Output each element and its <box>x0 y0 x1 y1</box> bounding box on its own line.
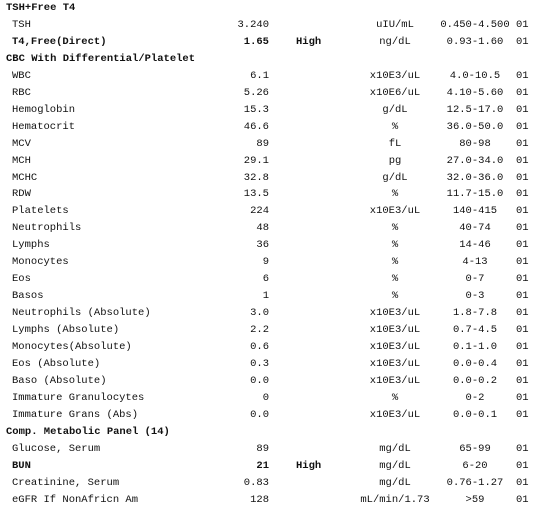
units: mL/min/1.73 <box>360 493 430 506</box>
result-value: 0.6 <box>250 341 269 353</box>
result-value: 0 <box>262 391 269 404</box>
test-name: MCHC <box>12 171 38 184</box>
lab-code: 01 <box>516 307 529 320</box>
lab-code: 01 <box>516 374 529 387</box>
reference-range: 80-98 <box>459 137 491 150</box>
result-row-hematocrit <box>0 119 545 136</box>
units: % <box>391 222 399 235</box>
lab-code: 01 <box>516 171 529 184</box>
reference-range: 6-20 <box>462 459 488 472</box>
result-row-neutrophils <box>0 220 545 237</box>
lab-code: 01 <box>516 493 529 506</box>
reference-range: 0-2 <box>465 391 485 404</box>
result-value: 0.0 <box>250 374 269 387</box>
test-name: MCH <box>12 154 31 167</box>
result-value: 48 <box>256 222 269 235</box>
lab-code: 01 <box>516 459 529 472</box>
units: % <box>391 188 399 201</box>
result-value: 29.1 <box>243 154 269 167</box>
units: x10E3/uL <box>369 408 421 421</box>
result-value: 2.2 <box>250 324 269 337</box>
lab-code: 01 <box>516 324 529 337</box>
units: x10E3/uL <box>369 341 421 353</box>
test-name: eGFR If NonAfricn Am <box>12 493 139 506</box>
result-value: 3.0 <box>250 307 269 320</box>
reference-range: 0-7 <box>465 273 485 286</box>
test-name: Monocytes(Absolute) <box>12 341 132 353</box>
test-name: RBC <box>12 86 31 99</box>
section-title: Comp. Metabolic Panel (14) <box>6 425 170 438</box>
result-value: 21 <box>256 459 269 472</box>
reference-range: 0.93-1.60 <box>446 35 504 48</box>
reference-range: 0.7-4.5 <box>452 324 498 337</box>
lab-code: 01 <box>516 120 529 133</box>
reference-range: 4.10-5.60 <box>446 86 504 99</box>
units: mg/dL <box>379 476 411 489</box>
test-name: Glucose, Serum <box>12 442 101 455</box>
units: % <box>391 120 399 133</box>
lab-code: 01 <box>516 256 529 269</box>
result-row-monocytes <box>0 254 545 271</box>
units: x10E3/uL <box>369 307 421 320</box>
test-name: WBC <box>12 69 31 82</box>
result-row-wbc <box>0 68 545 85</box>
section-header-comp-metabolic-panel-14 <box>0 424 545 441</box>
test-name: Lymphs <box>12 239 50 252</box>
lab-code: 01 <box>516 357 529 370</box>
reference-range: 0.0-0.2 <box>452 374 498 387</box>
test-name: T4,Free(Direct) <box>12 35 107 48</box>
section-title: TSH+Free T4 <box>6 2 76 14</box>
result-value: 89 <box>256 442 269 455</box>
reference-range: 1.8-7.8 <box>452 307 498 320</box>
units: % <box>391 239 399 252</box>
test-name: Eos (Absolute) <box>12 357 101 370</box>
reference-range: 140-415 <box>452 205 498 218</box>
section-header-cbc-with-differential-platelet <box>0 51 545 68</box>
result-row-mchc <box>0 170 545 187</box>
result-row-glucose-serum <box>0 441 545 458</box>
abnormal-flag: High <box>296 35 322 48</box>
lab-code: 01 <box>516 341 529 353</box>
result-row-eos-absolute <box>0 356 545 373</box>
lab-code: 01 <box>516 154 529 167</box>
result-value: 5.26 <box>243 86 269 99</box>
lab-code: 01 <box>516 239 529 252</box>
result-row-mcv <box>0 136 545 153</box>
lab-code: 01 <box>516 35 529 48</box>
reference-range: 11.7-15.0 <box>446 188 504 201</box>
lab-code: 01 <box>516 391 529 404</box>
test-name: Lymphs (Absolute) <box>12 324 120 337</box>
result-value: 0.0 <box>250 408 269 421</box>
result-value: 0.3 <box>250 357 269 370</box>
result-value: 1.65 <box>243 35 269 48</box>
units: ng/dL <box>379 35 411 48</box>
lab-code: 01 <box>516 69 529 82</box>
result-value: 6 <box>262 273 269 286</box>
test-name: Neutrophils <box>12 222 82 235</box>
reference-range: 0.76-1.27 <box>446 476 504 489</box>
reference-range: 0-3 <box>465 290 485 303</box>
result-row-rdw <box>0 186 545 203</box>
reference-range: 0.0-0.4 <box>452 357 498 370</box>
units: % <box>391 290 399 303</box>
result-row-baso-absolute <box>0 373 545 390</box>
reference-range: 32.0-36.0 <box>446 171 504 184</box>
lab-code: 01 <box>516 222 529 235</box>
reference-range: 12.5-17.0 <box>446 103 504 116</box>
test-name: Basos <box>12 290 44 303</box>
units: pg <box>388 154 402 167</box>
test-name: Platelets <box>12 205 69 218</box>
units: mg/dL <box>379 459 411 472</box>
test-name: Monocytes <box>12 256 69 269</box>
abnormal-flag: High <box>296 459 322 472</box>
reference-range: 40-74 <box>459 222 491 235</box>
result-row-lymphs <box>0 237 545 254</box>
result-value: 9 <box>262 256 269 269</box>
result-row-hemoglobin <box>0 102 545 119</box>
units: x10E3/uL <box>369 324 421 337</box>
test-name: Baso (Absolute) <box>12 374 107 387</box>
lab-code: 01 <box>516 137 529 150</box>
reference-range: 4-13 <box>462 256 488 269</box>
result-value: 89 <box>256 137 269 150</box>
units: x10E6/uL <box>369 86 421 99</box>
result-row-monocytes-absolute <box>0 339 545 356</box>
units: x10E3/uL <box>369 205 421 218</box>
result-value: 6.1 <box>250 69 269 82</box>
units: % <box>391 391 399 404</box>
result-row-creatinine-serum <box>0 475 545 492</box>
test-name: Immature Granulocytes <box>12 391 145 404</box>
reference-range: 65-99 <box>459 442 491 455</box>
lab-code: 01 <box>516 188 529 201</box>
reference-range: 27.0-34.0 <box>446 154 504 167</box>
result-row-neutrophils-absolute <box>0 305 545 322</box>
result-row-eos <box>0 271 545 288</box>
lab-code: 01 <box>516 476 529 489</box>
lab-code: 01 <box>516 408 529 421</box>
reference-range: >59 <box>465 493 485 506</box>
units: mg/dL <box>379 442 411 455</box>
units: x10E3/uL <box>369 69 421 82</box>
result-value: 0.83 <box>243 476 269 489</box>
lab-code: 01 <box>516 18 529 31</box>
result-value: 1 <box>262 290 269 303</box>
lab-code: 01 <box>516 205 529 218</box>
test-name: Eos <box>12 273 31 286</box>
test-name: BUN <box>12 459 31 472</box>
reference-range: 0.0-0.1 <box>452 408 498 421</box>
units: g/dL <box>382 103 408 116</box>
units: % <box>391 256 399 269</box>
result-value: 128 <box>250 493 269 506</box>
result-row-egfr-if-nonafricn-am <box>0 492 545 509</box>
result-row-basos <box>0 288 545 305</box>
result-value: 46.6 <box>243 120 269 133</box>
result-value: 13.5 <box>243 188 269 201</box>
test-name: RDW <box>12 188 31 201</box>
units: fL <box>388 137 402 150</box>
lab-code: 01 <box>516 442 529 455</box>
units: uIU/mL <box>376 18 414 31</box>
test-name: Immature Grans (Abs) <box>12 408 139 421</box>
test-name: Hematocrit <box>12 120 76 133</box>
lab-code: 01 <box>516 86 529 99</box>
lab-code: 01 <box>516 103 529 116</box>
test-name: Creatinine, Serum <box>12 476 120 489</box>
result-row-rbc <box>0 85 545 102</box>
result-row-lymphs-absolute <box>0 322 545 339</box>
lab-code: 01 <box>516 273 529 286</box>
test-name: TSH <box>12 18 31 31</box>
result-value: 15.3 <box>243 103 269 116</box>
test-name: MCV <box>12 137 31 150</box>
result-value: 3.240 <box>237 18 269 31</box>
result-row-bun <box>0 458 545 475</box>
test-name: Neutrophils (Absolute) <box>12 307 151 320</box>
reference-range: 0.450-4.500 <box>440 18 510 31</box>
result-value: 32.8 <box>243 171 269 184</box>
units: % <box>391 273 399 286</box>
section-title: CBC With Differential/Platelet <box>6 52 196 65</box>
reference-range: 4.0-10.5 <box>449 69 501 82</box>
result-row-immature-granulocytes <box>0 390 545 407</box>
lab-code: 01 <box>516 290 529 303</box>
result-row-t4-free-direct <box>0 34 545 51</box>
result-row-immature-grans-abs <box>0 407 545 424</box>
result-value: 224 <box>250 205 269 218</box>
units: x10E3/uL <box>369 357 421 370</box>
reference-range: 14-46 <box>459 239 491 252</box>
result-row-mch <box>0 153 545 170</box>
units: g/dL <box>382 171 408 184</box>
units: x10E3/uL <box>369 374 421 387</box>
result-row-tsh <box>0 17 545 34</box>
test-name: Hemoglobin <box>12 103 76 116</box>
result-value: 36 <box>256 239 269 252</box>
reference-range: 36.0-50.0 <box>446 120 504 133</box>
section-header-tsh-free-t4 <box>0 0 545 17</box>
result-row-platelets <box>0 203 545 220</box>
reference-range: 0.1-1.0 <box>452 341 498 353</box>
